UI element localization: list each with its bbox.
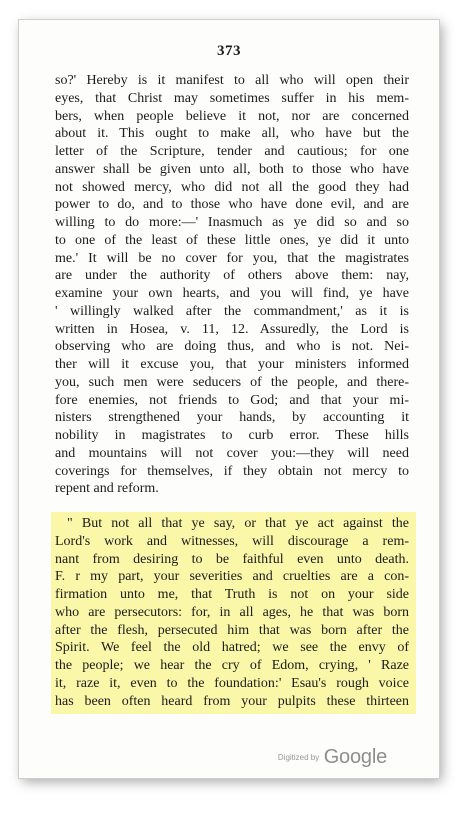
text-line: Spirit. We feel the old hatred; we see the envy of <box>55 640 409 656</box>
page-number: 373 <box>217 43 241 59</box>
text-line: after the flesh, persecuted him that was born after the <box>55 622 409 638</box>
body-text-highlighted <box>55 515 409 710</box>
google-logo: Google <box>323 746 387 768</box>
text-line: coverings for themselves, if they obtain not mercy to <box>55 463 409 479</box>
text-line: examine your own hearts, and you will find, ye have <box>55 286 409 301</box>
scanned-book-page <box>18 19 440 779</box>
text-line: ther will it excuse you, that your ministers informed <box>55 357 409 372</box>
text-line: answer shall be given unto all, both to those who have <box>55 161 409 177</box>
text-line: repent and reform. <box>55 481 159 497</box>
text-line: me.' It will be no cover for you, that the magistrates <box>55 250 409 266</box>
text-line: nisters strengthened your hands, by accounting it <box>55 410 409 426</box>
text-line: and mountains will not cover you:—they will need <box>55 445 409 461</box>
text-line: Lord's work and witnesses, will discourage a rem- <box>55 533 409 549</box>
text-line: so?' Hereby is it manifest to all who will open their <box>55 73 409 88</box>
text-line: you, such men were seducers of the people, and there- <box>55 374 409 390</box>
digitized-by-label: Digitized by <box>277 753 320 762</box>
text-line: ' willingly walked after the commandment,' as it is <box>55 303 409 319</box>
text-line: are under the authority of others above them: nay, <box>55 268 409 284</box>
body-text-top <box>55 72 409 498</box>
text-line: has been often heard from your pulpits these thirteen <box>55 693 409 709</box>
text-line: firmation unto me, that Truth is not on your side <box>55 587 409 602</box>
text-line: F. r my part, your severities and cruelties are a con- <box>55 569 409 585</box>
text-line: bers, when people believe it not, nor are concerned <box>55 108 409 124</box>
text-line: willing to do more:—' Inasmuch as ye did so and so <box>55 215 409 230</box>
text-line: nobility in magistrates to curb error. These hills <box>55 428 409 443</box>
text-line: it, raze it, even to the foundation:' Esau's rough voice <box>55 675 409 691</box>
text-line: eyes, that Christ may sometimes suffer in his mem- <box>55 90 409 106</box>
text-line: fore enemies, not friends to God; and that your mi- <box>55 392 409 408</box>
text-line: about it. This ought to make all, who have but the <box>55 126 409 142</box>
text-line: observing who are doing thus, and who is not. Nei- <box>55 339 409 355</box>
text-line: who are persecutors: for, in all ages, he that was born <box>55 604 409 620</box>
text-line: not showed mercy, who did not all the good they had <box>55 179 409 195</box>
text-line: " But not all that ye say, or that ye act against the <box>67 516 409 531</box>
digitized-by-watermark <box>278 746 387 769</box>
text-line: nant from desiring to be faithful even unto death. <box>55 551 409 567</box>
text-line: to one of the least of these little ones, ye did it unto <box>55 232 409 248</box>
text-line: power to do, and to those who have done evil, and are <box>55 197 409 213</box>
text-line: written in Hosea, v. 11, 12. Assuredly, the Lord is <box>55 321 409 337</box>
text-line: letter of the Scripture, tender and cautious; for one <box>55 144 409 159</box>
text-line: the people; we hear the cry of Edom, crying, ' Raze <box>55 658 409 673</box>
